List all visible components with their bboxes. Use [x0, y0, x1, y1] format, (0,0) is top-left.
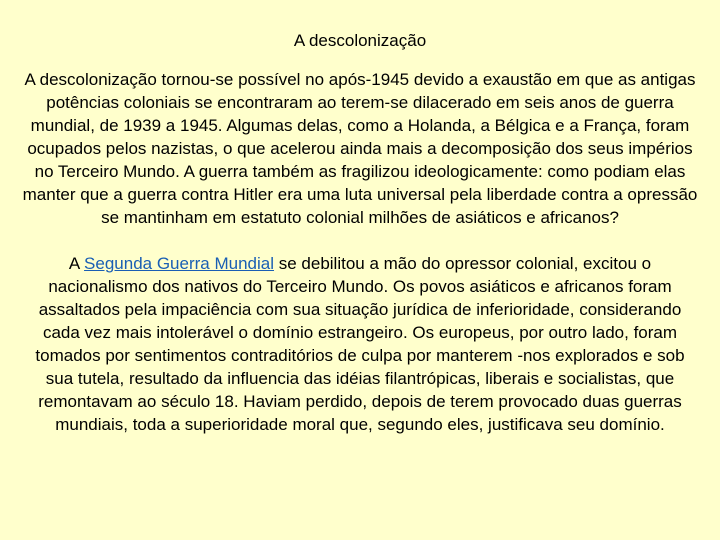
paragraph-intro: A descolonização tornou-se possível no após-1945 devido a exaustão em que as antigas potências coloniais se encontraram ao terem-se dilacerado em seis anos de guerra mundial, de 1939 a 1945. Algumas delas, como a Holanda, a Bélgica e a França, foram ocupados pelos nazistas, o que acelerou ainda mais a decomposição dos seus impérios no Terceiro Mundo. A guerra também as fragilizou ideologicamente: como podiam elas manter que a guerra contra Hitler era uma luta universal pela liberdade contra a opressão se mantinham em estatuto colonial milhões de asiáticos e africanos? — [22, 70, 698, 227]
paragraph-war-text: se debilitou a mão do opressor colonial, excitou o nacionalismo dos nativos do Terceiro Mundo. Os povos asiáticos e africanos foram assaltados pela impaciência com sua situação jurídica de inferioridade, considerando cada vez mais intolerável o domínio estrangeiro. Os europeus, por outro lado, foram tomados por sentimentos contraditórios de culpa por manterem -nos explorados e sob sua tutela, resultado da influencia das idéias filantrópicas, liberais e socialistas, que remontavam ao século 18. Haviam perdido, depois de terem provocado duas guerras mundiais, toda a superioridade moral que, segundo eles, justificava seu domínio. — [35, 254, 685, 434]
segunda-guerra-mundial-link[interactable]: Segunda Guerra Mundial — [84, 254, 275, 273]
paragraph-war-prefix: A — [68, 254, 85, 273]
paragraph-war — [22, 252, 698, 436]
slide-title: A descolonização — [293, 31, 427, 50]
slide-body — [22, 68, 698, 436]
